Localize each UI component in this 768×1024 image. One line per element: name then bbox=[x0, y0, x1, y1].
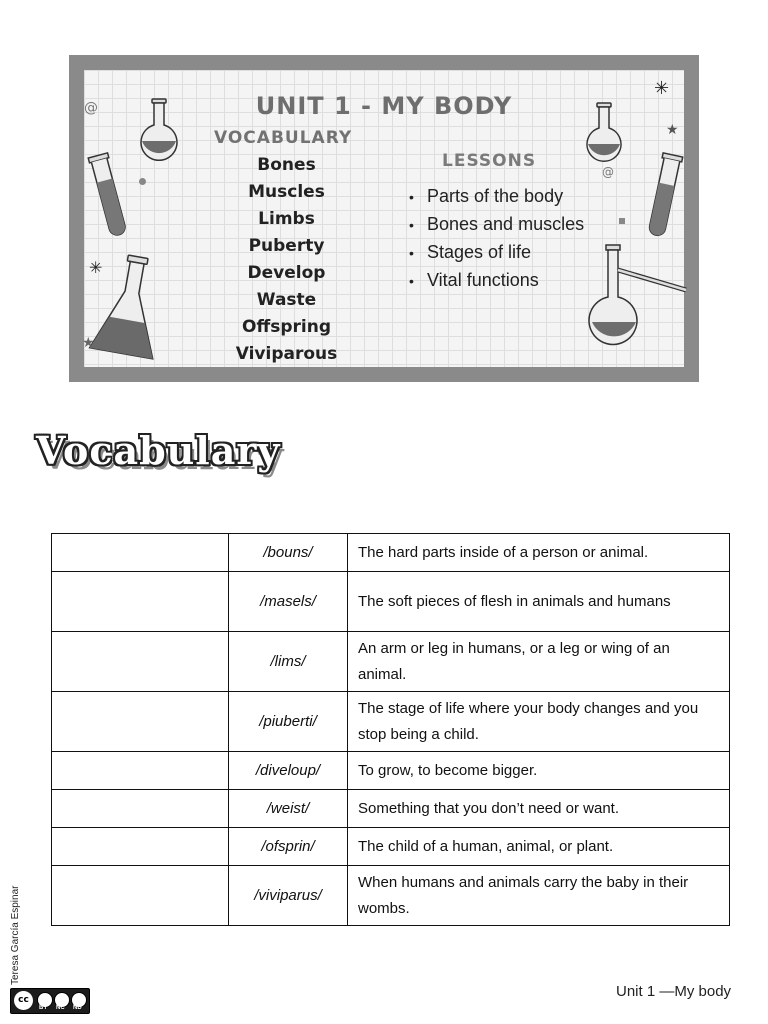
definition-cell: An arm or leg in humans, or a leg or wing of an animal. bbox=[348, 632, 730, 692]
unit-banner bbox=[69, 55, 699, 382]
word-answer-cell[interactable] bbox=[52, 828, 229, 866]
word-answer-cell[interactable] bbox=[52, 866, 229, 926]
test-tube-icon bbox=[89, 150, 129, 245]
table-row bbox=[52, 632, 730, 692]
distillation-flask-icon bbox=[594, 242, 689, 357]
phonetic-cell: /piuberti/ bbox=[229, 692, 348, 752]
phonetic-cell: /lims/ bbox=[229, 632, 348, 692]
table-row bbox=[52, 572, 730, 632]
license-label: BY bbox=[39, 1005, 48, 1011]
lessons-heading: LESSONS bbox=[442, 151, 537, 171]
definition-cell: The child of a human, animal, or plant. bbox=[348, 828, 730, 866]
vocabulary-word: Offspring bbox=[242, 317, 331, 337]
lesson-item bbox=[409, 266, 584, 294]
vocabulary-word-list bbox=[224, 152, 349, 368]
table-row bbox=[52, 534, 730, 572]
sparkle-icon: ✳ bbox=[654, 78, 670, 99]
vocabulary-word: Waste bbox=[256, 290, 317, 310]
lesson-item bbox=[409, 238, 584, 266]
definition-cell: The stage of life where your body changes and you stop being a child. bbox=[348, 692, 730, 752]
phonetic-cell: /viviparus/ bbox=[229, 866, 348, 926]
dot-decoration bbox=[619, 218, 625, 224]
unit-footer-label: Unit 1 —My body bbox=[616, 983, 732, 1000]
table-row bbox=[52, 828, 730, 866]
definition-cell: The soft pieces of flesh in animals and humans bbox=[348, 572, 730, 632]
vocabulary-word: Bones bbox=[257, 155, 316, 175]
lesson-label: Parts of the body bbox=[427, 186, 564, 206]
vocabulary-word: Limbs bbox=[258, 209, 315, 229]
cc-logo-icon: cc bbox=[14, 991, 33, 1010]
definition-cell: The hard parts inside of a person or animal. bbox=[348, 534, 730, 572]
vocabulary-word: Viviparous bbox=[235, 344, 338, 364]
banner-grid-panel bbox=[84, 70, 684, 367]
license-label: NC bbox=[56, 1005, 65, 1011]
word-answer-cell[interactable] bbox=[52, 572, 229, 632]
lesson-label: Bones and muscles bbox=[427, 214, 585, 234]
lesson-item bbox=[409, 182, 584, 210]
banner-title: UNIT 1 - MY BODY bbox=[255, 92, 513, 120]
word-answer-cell[interactable] bbox=[52, 752, 229, 790]
section-title: Vocabulary bbox=[36, 428, 281, 473]
table-row bbox=[52, 790, 730, 828]
dot-decoration bbox=[139, 178, 146, 185]
vocabulary-word: Muscles bbox=[248, 182, 325, 202]
phonetic-cell: /ofsprin/ bbox=[229, 828, 348, 866]
lesson-item bbox=[409, 210, 584, 238]
vocabulary-heading: VOCABULARY bbox=[214, 128, 353, 148]
phonetic-cell: /weist/ bbox=[229, 790, 348, 828]
phonetic-cell: /diveloup/ bbox=[229, 752, 348, 790]
star-icon: ★ bbox=[82, 335, 95, 351]
word-answer-cell[interactable] bbox=[52, 692, 229, 752]
lessons-list bbox=[409, 182, 584, 294]
sparkle-icon: ✳ bbox=[89, 258, 103, 277]
definition-cell: To grow, to become bigger. bbox=[348, 752, 730, 790]
bullet-icon: • bbox=[409, 245, 414, 261]
table-row bbox=[52, 692, 730, 752]
definition-cell: Something that you don’t need or want. bbox=[348, 790, 730, 828]
license-label: ND bbox=[73, 1005, 82, 1011]
creative-commons-license-badge bbox=[10, 988, 90, 1014]
test-tube-icon bbox=[644, 150, 684, 245]
lesson-label: Stages of life bbox=[427, 242, 532, 262]
phonetic-cell: /bouns/ bbox=[229, 534, 348, 572]
round-flask-icon bbox=[134, 95, 184, 165]
word-answer-cell[interactable] bbox=[52, 790, 229, 828]
round-flask-icon bbox=[582, 100, 627, 165]
vocabulary-word: Puberty bbox=[248, 236, 325, 256]
swirl-icon: @ bbox=[84, 100, 98, 116]
vocabulary-word: Develop bbox=[247, 263, 326, 283]
author-credit: Teresa García Espinar bbox=[10, 885, 21, 985]
word-answer-cell[interactable] bbox=[52, 534, 229, 572]
table-row bbox=[52, 752, 730, 790]
definition-cell: When humans and animals carry the baby in their wombs. bbox=[348, 866, 730, 926]
star-icon: ★ bbox=[666, 122, 679, 138]
vocabulary-table bbox=[51, 533, 730, 926]
swirl-icon: @ bbox=[602, 165, 614, 179]
phonetic-cell: /masels/ bbox=[229, 572, 348, 632]
bullet-icon: • bbox=[409, 217, 414, 233]
bullet-icon: • bbox=[409, 273, 414, 289]
table-row bbox=[52, 866, 730, 926]
bullet-icon: • bbox=[409, 189, 414, 205]
lesson-label: Vital functions bbox=[427, 270, 539, 290]
word-answer-cell[interactable] bbox=[52, 632, 229, 692]
